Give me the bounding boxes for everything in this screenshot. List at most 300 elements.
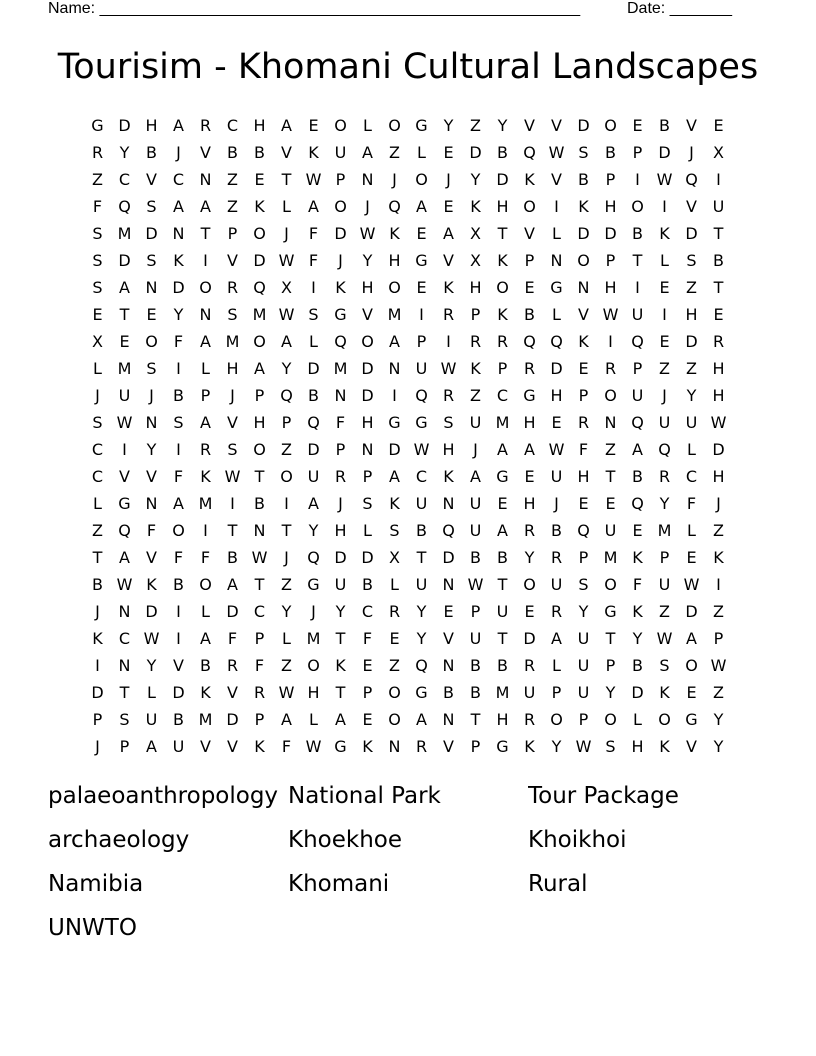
grid-letter: V	[146, 170, 157, 189]
grid-letter: B	[632, 224, 643, 243]
grid-letter: A	[497, 521, 508, 540]
grid-letter: R	[253, 683, 266, 702]
grid-letter: U	[415, 575, 428, 594]
grid-letter: A	[335, 710, 346, 729]
grid-letter: T	[497, 575, 508, 594]
grid-letter: E	[659, 278, 670, 297]
grid-letter: D	[604, 224, 617, 243]
grid-letter: F	[173, 332, 184, 351]
grid-letter: J	[338, 494, 343, 513]
grid-letter: Q	[631, 332, 644, 351]
grid-letter: I	[608, 332, 613, 351]
grid-letter: U	[604, 521, 617, 540]
grid-letter: S	[308, 305, 319, 324]
grid-letter: O	[523, 575, 536, 594]
grid-letter: J	[149, 386, 154, 405]
grid-letter: M	[387, 305, 402, 324]
grid-letter: B	[254, 143, 265, 162]
grid-letter: K	[254, 737, 265, 756]
grid-letter: A	[443, 224, 454, 243]
grid-letter: V	[443, 629, 454, 648]
grid-letter: T	[254, 575, 265, 594]
grid-letter: K	[497, 251, 508, 270]
grid-letter: O	[388, 278, 401, 297]
grid-letter: W	[143, 629, 160, 648]
grid-letter: F	[254, 656, 265, 675]
grid-letter: U	[577, 656, 590, 675]
grid-letter: S	[227, 305, 238, 324]
grid-letter: W	[575, 737, 592, 756]
grid-letter: D	[685, 224, 698, 243]
word-list-item: Tour Package	[528, 783, 679, 809]
grid-letter: Q	[307, 548, 320, 567]
grid-letter: Y	[524, 548, 535, 567]
grid-letter: Q	[631, 413, 644, 432]
grid-letter: V	[119, 467, 130, 486]
grid-letter: Z	[389, 143, 400, 162]
grid-letter: V	[146, 467, 157, 486]
grid-letter: X	[470, 251, 481, 270]
grid-letter: H	[361, 278, 374, 297]
grid-letter: T	[92, 548, 103, 567]
grid-letter: N	[199, 170, 212, 189]
grid-letter: O	[253, 224, 266, 243]
grid-letter: I	[176, 440, 181, 459]
grid-letter: E	[92, 305, 103, 324]
grid-letter: S	[659, 656, 670, 675]
grid-letter: F	[200, 548, 211, 567]
grid-letter: U	[523, 683, 536, 702]
grid-letter: O	[388, 710, 401, 729]
grid-letter: W	[413, 440, 430, 459]
grid-letter: U	[658, 575, 671, 594]
grid-letter: D	[145, 602, 158, 621]
grid-letter: A	[470, 467, 481, 486]
grid-letter: O	[199, 278, 212, 297]
grid-letter: Y	[335, 602, 346, 621]
grid-letter: U	[469, 494, 482, 513]
grid-letter: U	[496, 602, 509, 621]
grid-letter: Y	[632, 629, 643, 648]
grid-letter: M	[198, 494, 213, 513]
grid-letter: S	[119, 710, 130, 729]
grid-letter: Y	[497, 116, 508, 135]
grid-letter: C	[685, 467, 698, 486]
grid-letter: Y	[416, 629, 427, 648]
grid-letter: N	[334, 386, 347, 405]
grid-letter: B	[308, 386, 319, 405]
grid-letter: E	[605, 494, 616, 513]
grid-letter: W	[278, 251, 295, 270]
grid-letter: H	[442, 440, 455, 459]
grid-letter: B	[713, 251, 724, 270]
grid-letter: J	[95, 386, 100, 405]
grid-letter: O	[199, 575, 212, 594]
grid-letter: Z	[605, 440, 616, 459]
grid-letter: B	[497, 548, 508, 567]
grid-letter: K	[524, 170, 535, 189]
grid-letter: O	[388, 683, 401, 702]
grid-letter: H	[550, 386, 563, 405]
grid-letter: Y	[443, 116, 454, 135]
grid-letter: Z	[659, 359, 670, 378]
grid-letter: T	[605, 467, 616, 486]
grid-letter: K	[659, 683, 670, 702]
grid-letter: Z	[281, 575, 292, 594]
grid-letter: P	[605, 170, 616, 189]
grid-letter: Q	[415, 386, 428, 405]
grid-letter: R	[415, 737, 428, 756]
grid-letter: G	[415, 683, 428, 702]
grid-letter: Z	[227, 197, 238, 216]
grid-letter: M	[657, 521, 672, 540]
grid-letter: W	[683, 575, 700, 594]
grid-letter: V	[524, 224, 535, 243]
grid-letter: F	[173, 467, 184, 486]
grid-letter: Y	[146, 656, 157, 675]
grid-letter: A	[173, 116, 184, 135]
grid-letter: P	[470, 305, 481, 324]
grid-letter: Y	[551, 737, 562, 756]
grid-letter: H	[307, 683, 320, 702]
grid-letter: F	[578, 440, 589, 459]
grid-letter: B	[200, 656, 211, 675]
grid-letter: Q	[523, 332, 536, 351]
grid-letter: U	[685, 413, 698, 432]
grid-letter: C	[496, 386, 509, 405]
grid-letter: O	[604, 386, 617, 405]
grid-letter: S	[578, 143, 589, 162]
grid-letter: T	[497, 224, 508, 243]
grid-letter: A	[308, 197, 319, 216]
grid-letter: B	[173, 386, 184, 405]
grid-letter: B	[605, 143, 616, 162]
grid-letter: A	[416, 710, 427, 729]
grid-letter: A	[389, 467, 400, 486]
grid-letter: D	[226, 602, 239, 621]
grid-letter: A	[389, 332, 400, 351]
grid-letter: R	[496, 332, 509, 351]
grid-letter: D	[307, 359, 320, 378]
grid-letter: P	[632, 359, 643, 378]
grid-letter: U	[550, 467, 563, 486]
grid-letter: F	[308, 224, 319, 243]
grid-letter: B	[497, 143, 508, 162]
grid-letter: G	[550, 278, 563, 297]
grid-letter: O	[550, 710, 563, 729]
grid-letter: F	[686, 494, 697, 513]
grid-letter: R	[712, 332, 725, 351]
grid-letter: T	[605, 629, 616, 648]
grid-letter: T	[254, 467, 265, 486]
grid-letter: N	[442, 656, 455, 675]
grid-letter: V	[686, 197, 697, 216]
grid-letter: R	[442, 305, 455, 324]
grid-letter: D	[658, 143, 671, 162]
word-list-item: Khomani	[288, 871, 390, 897]
grid-letter: U	[145, 710, 158, 729]
grid-letter: F	[146, 521, 157, 540]
grid-letter: D	[334, 548, 347, 567]
grid-letter: I	[95, 656, 100, 675]
grid-letter: G	[91, 116, 104, 135]
grid-letter: F	[227, 629, 238, 648]
grid-letter: L	[552, 224, 561, 243]
grid-letter: R	[523, 521, 536, 540]
grid-letter: S	[146, 251, 157, 270]
name-field-label: Name: ______________________________________________________	[48, 0, 581, 17]
grid-letter: A	[524, 440, 535, 459]
grid-letter: K	[200, 683, 211, 702]
word-list-item: archaeology	[48, 827, 190, 853]
grid-letter: P	[524, 251, 535, 270]
grid-letter: R	[334, 467, 347, 486]
grid-letter: E	[713, 305, 724, 324]
grid-letter: H	[469, 278, 482, 297]
grid-letter: H	[712, 359, 725, 378]
grid-letter: D	[334, 224, 347, 243]
grid-letter: J	[338, 251, 343, 270]
grid-letter: M	[495, 413, 510, 432]
grid-letter: P	[578, 386, 589, 405]
grid-letter: Z	[659, 602, 670, 621]
grid-letter: T	[200, 224, 211, 243]
grid-letter: O	[307, 656, 320, 675]
grid-letter: D	[361, 386, 374, 405]
grid-letter: O	[253, 332, 266, 351]
word-list-item: National Park	[288, 783, 441, 809]
grid-letter: B	[173, 575, 184, 594]
grid-letter: P	[578, 548, 589, 567]
grid-letter: F	[92, 197, 103, 216]
grid-letter: Y	[713, 710, 724, 729]
grid-letter: W	[440, 359, 457, 378]
grid-letter: V	[200, 143, 211, 162]
grid-letter: P	[335, 440, 346, 459]
grid-letter: Y	[281, 359, 292, 378]
page-title: Tourisim - Khomani Cultural Landscapes	[57, 47, 759, 87]
grid-letter: E	[497, 494, 508, 513]
grid-letter: T	[632, 251, 643, 270]
grid-letter: W	[548, 440, 565, 459]
grid-letter: R	[469, 332, 482, 351]
grid-letter: K	[335, 656, 346, 675]
grid-letter: P	[632, 143, 643, 162]
grid-letter: K	[254, 197, 265, 216]
grid-letter: B	[362, 575, 373, 594]
grid-letter: L	[363, 116, 372, 135]
grid-letter: R	[226, 656, 239, 675]
grid-letter: O	[334, 116, 347, 135]
grid-letter: Z	[281, 440, 292, 459]
grid-letter: D	[172, 683, 185, 702]
grid-letter: P	[281, 413, 292, 432]
grid-letter: K	[470, 359, 481, 378]
grid-letter: I	[419, 305, 424, 324]
grid-letter: H	[388, 251, 401, 270]
grid-letter: L	[93, 494, 102, 513]
grid-letter: U	[550, 575, 563, 594]
grid-letter: T	[713, 278, 724, 297]
word-list-item: Namibia	[48, 871, 144, 897]
grid-letter: O	[604, 710, 617, 729]
grid-letter: L	[687, 440, 696, 459]
grid-letter: R	[199, 440, 212, 459]
grid-letter: M	[117, 224, 132, 243]
grid-letter: N	[199, 305, 212, 324]
grid-letter: E	[389, 629, 400, 648]
grid-letter: B	[173, 710, 184, 729]
grid-letter: E	[686, 683, 697, 702]
grid-letter: K	[92, 629, 103, 648]
grid-letter: E	[551, 413, 562, 432]
grid-letter: W	[251, 548, 268, 567]
grid-letter: R	[550, 602, 563, 621]
grid-letter: P	[470, 737, 481, 756]
grid-letter: O	[496, 278, 509, 297]
grid-letter: D	[388, 440, 401, 459]
grid-letter: R	[91, 143, 104, 162]
grid-letter: N	[253, 521, 266, 540]
grid-letter: W	[548, 143, 565, 162]
grid-letter: E	[578, 494, 589, 513]
grid-letter: Z	[713, 683, 724, 702]
grid-letter: S	[227, 440, 238, 459]
grid-letter: J	[284, 548, 289, 567]
grid-letter: P	[335, 170, 346, 189]
grid-letter: L	[417, 143, 426, 162]
grid-letter: M	[333, 359, 348, 378]
grid-letter: W	[602, 305, 619, 324]
grid-letter: K	[389, 494, 400, 513]
grid-letter: Z	[470, 386, 481, 405]
grid-letter: L	[633, 710, 642, 729]
grid-letter: R	[523, 710, 536, 729]
grid-letter: E	[362, 710, 373, 729]
grid-letter: V	[686, 737, 697, 756]
grid-letter: I	[554, 197, 559, 216]
grid-letter: I	[122, 440, 127, 459]
grid-letter: P	[254, 386, 265, 405]
grid-letter: H	[712, 467, 725, 486]
grid-letter: W	[656, 629, 673, 648]
grid-letter: N	[442, 575, 455, 594]
grid-letter: X	[281, 278, 292, 297]
grid-letter: H	[496, 710, 509, 729]
grid-letter: C	[118, 170, 131, 189]
grid-letter: G	[496, 737, 509, 756]
grid-letter: U	[577, 683, 590, 702]
grid-letter: Z	[281, 656, 292, 675]
grid-letter: W	[224, 467, 241, 486]
grid-letter: D	[523, 629, 536, 648]
grid-letter: V	[200, 737, 211, 756]
grid-letter: N	[442, 710, 455, 729]
grid-letter: R	[523, 359, 536, 378]
grid-letter: Y	[416, 602, 427, 621]
grid-letter: R	[226, 278, 239, 297]
grid-letter: V	[551, 170, 562, 189]
grid-letter: H	[712, 386, 725, 405]
grid-letter: U	[172, 737, 185, 756]
word-list-item: Khoikhoi	[528, 827, 627, 853]
grid-letter: G	[307, 575, 320, 594]
grid-letter: K	[659, 737, 670, 756]
grid-letter: G	[604, 602, 617, 621]
grid-letter: G	[118, 494, 131, 513]
grid-letter: Q	[253, 278, 266, 297]
grid-letter: B	[227, 548, 238, 567]
grid-letter: E	[524, 278, 535, 297]
grid-letter: A	[362, 143, 373, 162]
grid-letter: O	[334, 197, 347, 216]
grid-letter: A	[227, 575, 238, 594]
grid-letter: P	[227, 224, 238, 243]
grid-letter: V	[173, 656, 184, 675]
grid-letter: B	[524, 305, 535, 324]
grid-letter: E	[119, 332, 130, 351]
grid-letter: T	[470, 710, 481, 729]
grid-letter: B	[470, 656, 481, 675]
grid-letter: X	[713, 143, 724, 162]
grid-letter: U	[307, 467, 320, 486]
grid-letter: L	[309, 332, 318, 351]
grid-letter: V	[281, 143, 292, 162]
grid-letter: E	[632, 116, 643, 135]
grid-letter: J	[473, 440, 478, 459]
grid-letter: P	[362, 467, 373, 486]
grid-letter: V	[686, 116, 697, 135]
grid-letter: A	[416, 197, 427, 216]
grid-letter: V	[362, 305, 373, 324]
grid-letter: H	[361, 413, 374, 432]
grid-letter: B	[497, 656, 508, 675]
grid-letter: A	[308, 494, 319, 513]
grid-letter: L	[282, 197, 291, 216]
grid-letter: Z	[92, 170, 103, 189]
grid-letter: Q	[523, 143, 536, 162]
grid-letter: A	[200, 413, 211, 432]
grid-letter: Q	[118, 521, 131, 540]
grid-letter: B	[578, 170, 589, 189]
grid-letter: S	[578, 575, 589, 594]
grid-letter: A	[200, 332, 211, 351]
grid-letter: O	[172, 521, 185, 540]
grid-letter: F	[362, 629, 373, 648]
grid-letter: D	[496, 170, 509, 189]
grid-letter: C	[172, 170, 185, 189]
grid-letter: C	[361, 602, 374, 621]
grid-letter: Q	[415, 656, 428, 675]
grid-letter: Y	[146, 440, 157, 459]
grid-letter: W	[359, 224, 376, 243]
grid-letter: S	[92, 278, 103, 297]
grid-letter: I	[203, 251, 208, 270]
grid-letter: E	[524, 467, 535, 486]
grid-letter: N	[145, 413, 158, 432]
grid-letter: C	[118, 629, 131, 648]
grid-letter: D	[577, 224, 590, 243]
grid-letter: X	[389, 548, 400, 567]
grid-letter: E	[713, 116, 724, 135]
grid-letter: F	[335, 413, 346, 432]
grid-letter: G	[415, 251, 428, 270]
grid-letter: C	[253, 602, 266, 621]
grid-letter: S	[686, 251, 697, 270]
grid-letter: F	[281, 737, 292, 756]
grid-letter: S	[146, 359, 157, 378]
grid-letter: R	[199, 116, 212, 135]
